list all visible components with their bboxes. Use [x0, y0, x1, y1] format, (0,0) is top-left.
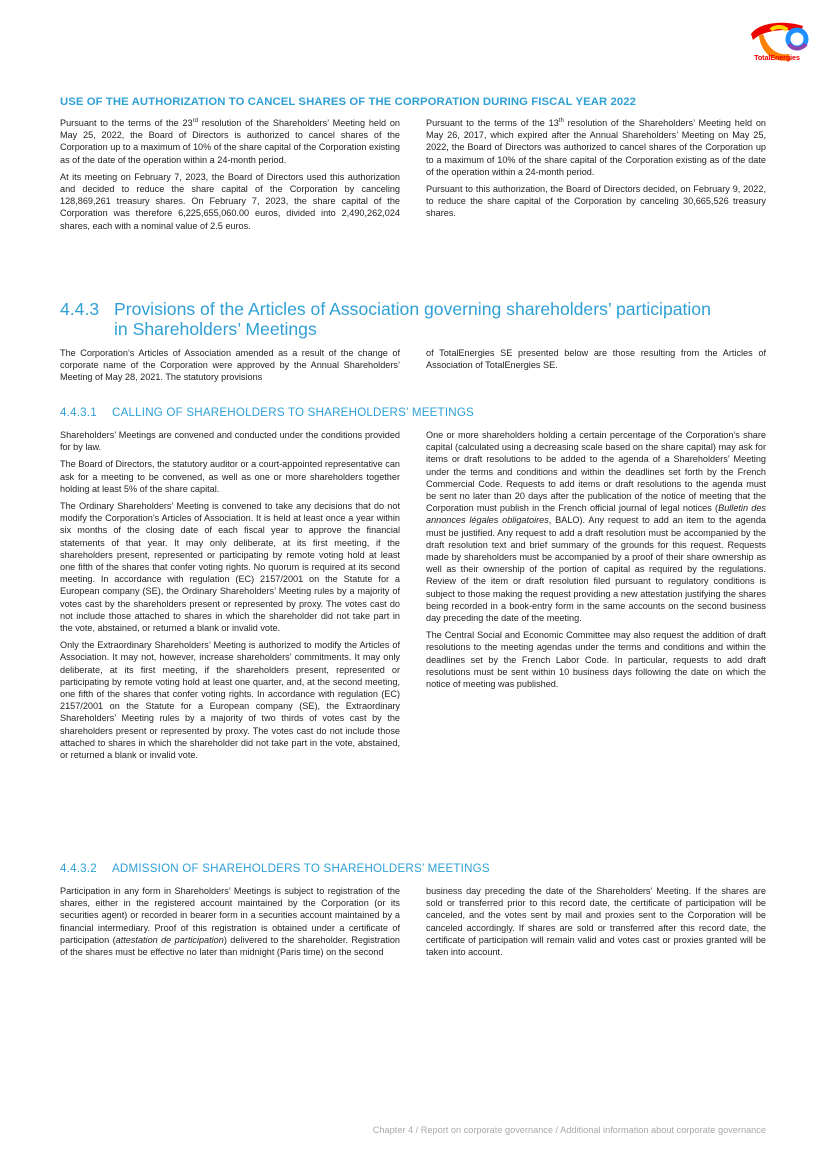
subsection-number: 4.4.3.2 [60, 862, 97, 875]
paragraph: Pursuant to the terms of the 23rd resolution of the Shareholders’ Meeting held on May 25, 2022, the Board of Directors is authorized to cancel shares of the Corporation up to a maximum of 10% of the share capital of the Corporation existing as of the date of the operation within a 24-month period. [60, 117, 400, 165]
section4-left-column [60, 885, 400, 963]
paragraph: The Central Social and Economic Committee may also request the addition of draft resolutions to the meeting agendas under the terms and conditions and within the deadlines set by the French Labor Code. In particular, requests to add draft resolutions must be sent within 10 business days following the date on which the notice of meeting was published. [426, 630, 766, 690]
page-footer: Chapter 4 / Report on corporate governance / Additional information about corporate governance [372, 1125, 766, 1135]
section-title-line1: Provisions of the Articles of Association governing shareholders’ participation [114, 299, 711, 319]
paragraph: Participation in any form in Shareholders’ Meetings is subject to registration of the shares, either in the registered account maintained by the Corporation (or its securities agent) or recorded in bearer form in a securities account maintained by a financial intermediary. Proof of this registration is obtained under a certificate of participation (attestation de participation) delivered to the shareholder. Registration of the shares must be effective no later than midnight (Paris time) on the second [60, 886, 401, 958]
section2-right-column [426, 347, 766, 376]
italic-term: attestation de participation [115, 934, 224, 945]
brand-name: TotalEnergies [754, 53, 800, 62]
subsection-number: 4.4.3.1 [60, 406, 97, 419]
subsection-title: ADMISSION OF SHAREHOLDERS TO SHAREHOLDERS’ MEETINGS [112, 862, 490, 875]
paragraph: business day preceding the date of the Shareholders’ Meeting. If the shares are sold or transferred prior to this record date, the certificate of participation will be canceled, and the votes sent by mail and proxies sent to the Corporation will be canceled accordingly. If shares are sold or transferred after this record date, the certificate of participation will remain valid and votes cast or proxies granted will be taken into account. [426, 886, 766, 958]
paragraph: of TotalEnergies SE presented below are those resulting from the Articles of Association of TotalEnergies SE. [426, 348, 766, 371]
section-heading-4-4-3 [60, 299, 711, 339]
section-title-cancel-shares: USE OF THE AUTHORIZATION TO CANCEL SHARES OF THE CORPORATION DURING FISCAL YEAR 2022 [60, 96, 637, 108]
section-title-line2: in Shareholders’ Meetings [114, 319, 317, 339]
subsection-heading-4-4-3-1 [60, 406, 474, 419]
italic-term: Bulletin des annonces légales obligatoires [426, 503, 766, 526]
paragraph: Shareholders’ Meetings are convened and conducted under the conditions provided for by law. [60, 430, 400, 453]
subsection-title: CALLING OF SHAREHOLDERS TO SHAREHOLDERS’ MEETINGS [112, 406, 474, 419]
section1-right-column [426, 117, 766, 225]
paragraph: Pursuant to the terms of the 13th resolution of the Shareholders’ Meeting held on May 26, 2017, which expired after the Annual Shareholders’ Meeting on May 25, 2022, the Board of Directors was authorized to cancel shares of the Corporation up to a maximum of 10% of the share capital of the Corporation existing as of the date of the operation within a 24-month period. [426, 117, 766, 177]
paragraph: One or more shareholders holding a certain percentage of the Corporation’s share capital (calculated using a decreasing scale based on the share capital) may ask for items or draft resolutions to be added to the agenda of a Shareholders’ Meeting under the terms and conditions and within the deadlines set forth by the French Commercial Code. Requests to add items or draft resolutions to the agenda must be sent no later than 20 days after the publication of the notice of meeting that the Corporation must publish in the French official journal of legal notices (Bulletin des annonces légales obligatoires, BALO). Any request to add an item to the agenda must be justified. Any request to add a draft resolution must be accompanied by the draft resolution text and brief summary of the grounds for this request. Requests made by shareholders must be accompanied by a proof of their share ownership as well as their ownership of the portion of capital as required by the regulations. Review of the item or draft resolution filed pursuant to regulatory conditions is subject to those making the request providing a new attestation justifying the shares being recorded in a book-entry form in the same accounts on the second business day preceding the date of the meeting. [426, 430, 766, 624]
paragraph: The Ordinary Shareholders’ Meeting is convened to take any decisions that do not modify the Corporation’s Articles of Association. It is held at least once a year within six months of the closing date of each fiscal year to approve the financial statements of that year. It may only deliberate, at its first meeting, if the shareholders present, represented or participating by remote voting hold at least one fifth of the shares that confer voting rights. No quorum is required at its second meeting. In accordance with regulation (EC) 2157/2001 on the Statute for a European company (SE), the Ordinary Shareholders’ Meeting rules by a majority of votes cast by the shareholders present or represented by proxy. The votes cast do not include those attached to shares in which the shareholder did not take part in the vote, abstained, or returned a blank or invalid vote. [60, 501, 400, 634]
subsection-heading-4-4-3-2 [60, 862, 490, 875]
paragraph: Only the Extraordinary Shareholders’ Meeting is authorized to modify the Articles of Association. It may not, however, increase shareholders’ commitments. It may only deliberate, at its first meeting, if the shareholders present, represented or participating by remote voting hold at least one quarter, and, at the second meeting, one fifth of the shares that confer voting rights. In accordance with regulation (EC) 2157/2001 on the Statute for a European company (SE), the Extraordinary Shareholders’ Meeting rules by a majority of two thirds of votes cast by the shareholders present or represented by proxy. The votes cast do not include those attached to shares in which the shareholder did not take part in the vote, abstained, or returned a blank or invalid vote. [60, 640, 400, 761]
section2-left-column [60, 347, 400, 389]
paragraph: The Board of Directors, the statutory auditor or a court-appointed representative can ask for a meeting to be convened, as well as one or more shareholders together holding at least 5% of the share capital. [60, 459, 400, 494]
paragraph: At its meeting on February 7, 2023, the Board of Directors used this authorization and decided to reduce the share capital of the Corporation by canceling 128,869,261 treasury shares. On February 7, 2023, the share capital of the Corporation was therefore 6,225,655,060.00 euros, divided into 2,490,262,024 shares, each with a nominal value of 2.5 euros. [60, 171, 400, 231]
section1-left-column [60, 117, 400, 237]
section3-left-column [60, 429, 400, 766]
paragraph: The Corporation’s Articles of Association amended as a result of the change of corporate name of the Corporation were approved by the Annual Shareholders’ Meeting of May 28, 2021. The statutory provisions [60, 348, 400, 383]
section4-right-column [426, 885, 766, 963]
section3-right-column [426, 429, 766, 695]
paragraph: Pursuant to this authorization, the Board of Directors decided, on February 9, 2022, to reduce the share capital of the Corporation by canceling 30,665,526 treasury shares. [426, 184, 766, 219]
section-number: 4.4.3 [60, 299, 100, 319]
